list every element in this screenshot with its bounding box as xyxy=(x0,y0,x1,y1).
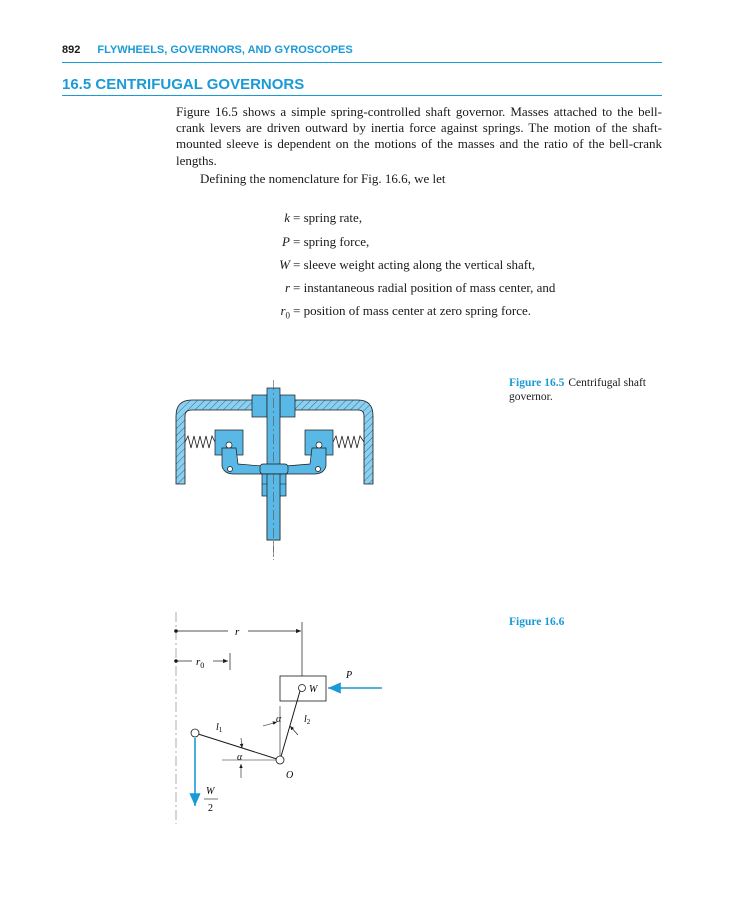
definition-item xyxy=(230,257,650,273)
body-paragraph-2: Defining the nomenclature for Fig. 16.6, we let xyxy=(200,171,446,186)
running-title: FLYWHEELS, GOVERNORS, AND GYROSCOPES xyxy=(97,44,353,56)
definition-symbol: $r_0$ xyxy=(280,303,290,321)
r-label: r xyxy=(235,626,240,638)
spring-right xyxy=(333,436,364,448)
p-label: P xyxy=(346,670,353,681)
w-half-denominator: 2 xyxy=(208,803,213,814)
r0-label: $r_0$ xyxy=(196,656,205,670)
figure-caption-text: Centrifugal shaft governor. xyxy=(509,377,646,403)
hub-right xyxy=(280,395,295,417)
o-label: O xyxy=(286,770,294,781)
definition-item xyxy=(230,210,650,226)
hub-left xyxy=(252,395,267,417)
spring-left xyxy=(185,436,215,448)
definition-text: = position of mass center at zero spring force. xyxy=(293,303,532,318)
definition-text: = spring force, xyxy=(293,234,370,249)
alpha-upper-label: α xyxy=(276,714,282,725)
definition-text: = spring rate, xyxy=(293,210,363,225)
definition-item xyxy=(230,280,650,296)
body-paragraph-1: Figure 16.5 shows a simple spring-controlled shaft governor. Masses attached to the bell-crank levers are driven outward by inertia force against springs. The motion of the shaft-mounted sleeve is dependent on the motions of the masses and the ratio of the bell-crank lengths. xyxy=(176,104,662,168)
definition-symbol: P xyxy=(282,234,290,249)
running-header xyxy=(62,44,662,56)
w-label: W xyxy=(309,684,318,695)
definition-symbol: W xyxy=(279,257,290,272)
bell-crank-schematic xyxy=(160,608,400,828)
section-heading: 16.5 CENTRIFUGAL GOVERNORS xyxy=(62,76,305,93)
governor-drawing xyxy=(170,378,380,563)
figure-label: Figure 16.6 xyxy=(509,616,565,628)
sleeve xyxy=(260,464,288,474)
figure-16-6-caption xyxy=(509,615,679,629)
figure-label: Figure 16.5 xyxy=(509,377,565,389)
header-rule xyxy=(62,62,662,63)
definition-symbol: r xyxy=(284,280,290,295)
section-rule xyxy=(62,95,662,96)
definition-symbol: k xyxy=(284,210,290,225)
definition-item xyxy=(230,234,650,250)
figure-16-5-caption xyxy=(509,376,679,404)
l2-label: $l_2$ xyxy=(304,714,311,726)
w-half-numerator: W xyxy=(206,786,215,797)
alpha-lower-label: α xyxy=(237,752,243,763)
definition-text: = instantaneous radial position of mass center, and xyxy=(293,280,556,295)
page-number: 892 xyxy=(62,44,81,56)
definition-item xyxy=(230,303,650,321)
l1-label: $l_1$ xyxy=(216,722,223,734)
definition-text: = sleeve weight acting along the vertical shaft, xyxy=(293,257,535,272)
